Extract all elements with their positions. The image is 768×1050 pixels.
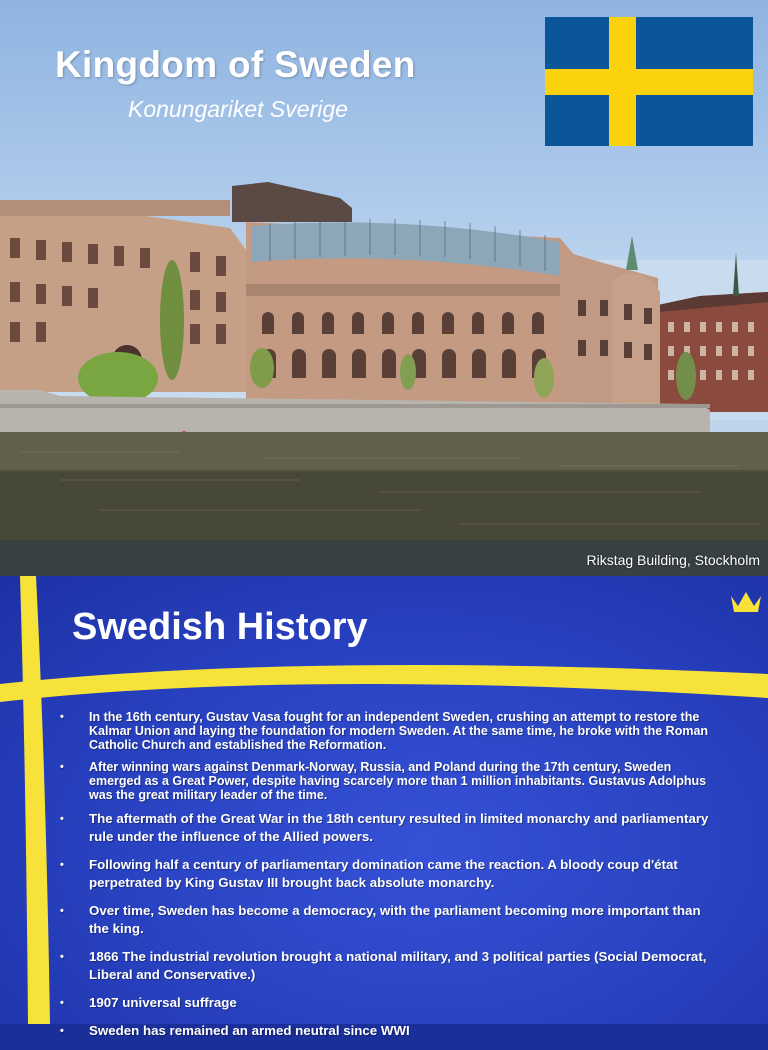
history-bullet-list [60,710,720,1050]
crown-icon [729,588,763,616]
list-item: • Following half a century of parliamentary domination came the reaction. A bloody coup d'état perpetrated by King Gustav III brought back absolute monarchy. [60,856,720,892]
list-item: • 1866 The industrial revolution brought a national military, and 3 political parties (Social Democrat, Liberal and Conservative.) [60,948,720,984]
slide-title: Kingdom of Sweden [55,44,416,85]
flag-cross-horizontal [545,69,753,95]
slide-title: Swedish History [72,606,368,648]
list-item: • After winning wars against Denmark-Norway, Russia, and Poland during the 17th century, Sweden emerged as a Great Power, despite having scarcely more than 1 million inhabitants. Gustavus Adolphus was the great military leader of the time. [60,760,720,802]
list-item: • 1907 universal suffrage [60,994,720,1012]
list-item: • Over time, Sweden has become a democracy, with the parliament becoming more important than the king. [60,902,720,938]
slide-subtitle: Konungariket Sverige [128,96,348,122]
swedish-flag-icon [545,17,753,146]
list-item: • The aftermath of the Great War in the 18th century resulted in limited monarchy and parliamentary rule under the influence of the Allied powers. [60,810,720,846]
slide-swedish-history [0,576,768,1038]
list-item: • Sweden has remained an armed neutral since WWI [60,1022,720,1040]
photo-caption: Rikstag Building, Stockholm [586,552,760,568]
list-item: • In the 16th century, Gustav Vasa fought for an independent Sweden, crushing an attempt to restore the Kalmar Union and laying the foundation for modern Sweden. At the same time, he broke with the Roman Catholic Church and established the Reformation. [60,710,720,752]
